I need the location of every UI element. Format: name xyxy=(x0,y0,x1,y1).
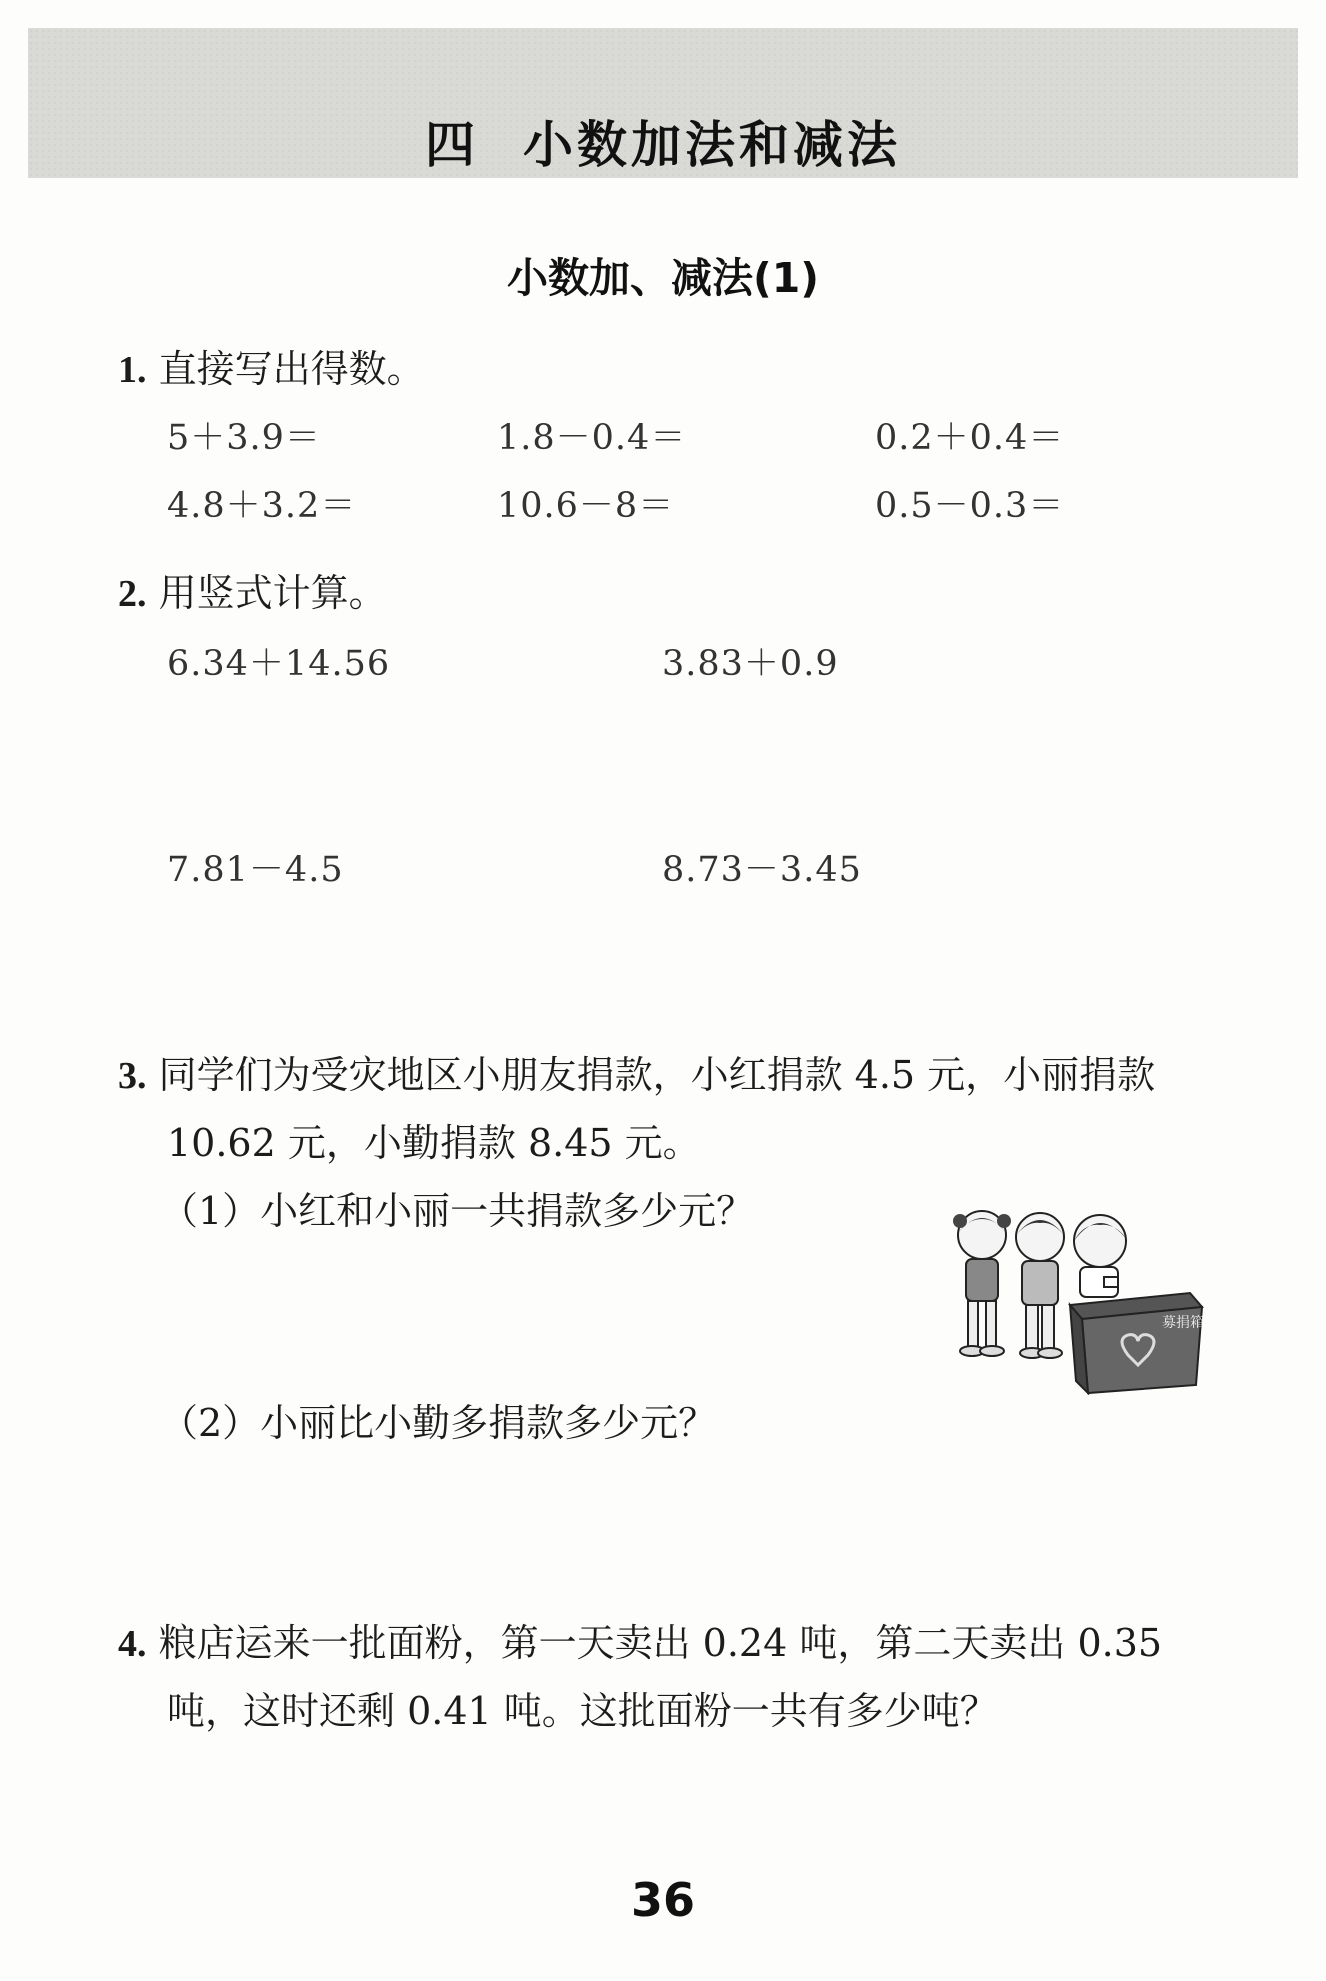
question-3-sub2: （2）小丽比小勤多捐款多少元？ xyxy=(160,1401,717,1445)
question-4 xyxy=(118,1612,1162,1667)
lesson-title: 小数加、减法(1) xyxy=(506,254,819,302)
q2-item: 8.73－3.45 xyxy=(662,850,862,890)
question-1-text: 直接写出得数。 xyxy=(158,347,425,391)
question-3-sub1: （1）小红和小丽一共捐款多少元？ xyxy=(160,1189,755,1233)
child-figure xyxy=(953,1211,1011,1356)
q2-item: 7.81－4.5 xyxy=(167,850,344,890)
question-2 xyxy=(118,562,387,617)
question-4-line1: 粮店运来一批面粉，第一天卖出 0.24 吨，第二天卖出 0.35 xyxy=(158,1621,1163,1665)
question-2-number: 2. xyxy=(118,573,147,615)
question-3 xyxy=(118,1044,1155,1099)
donation-box xyxy=(1070,1293,1204,1393)
q1-item: 0.5－0.3＝ xyxy=(875,486,1065,526)
chapter-title: 小数加法和减法 xyxy=(523,116,901,174)
box-label: 募捐箱 xyxy=(1162,1315,1204,1331)
question-4-number: 4. xyxy=(118,1623,147,1665)
question-3-line2: 10.62 元，小勤捐款 8.45 元。 xyxy=(167,1121,701,1165)
question-4-line2: 吨，这时还剩 0.41 吨。这批面粉一共有多少吨？ xyxy=(167,1689,998,1733)
q1-item: 10.6－8＝ xyxy=(497,486,675,526)
question-2-text: 用竖式计算。 xyxy=(158,571,387,615)
child-figure xyxy=(1074,1215,1128,1297)
donation-illustration xyxy=(940,1195,1205,1395)
question-3-line1: 同学们为受灾地区小朋友捐款，小红捐款 4.5 元，小丽捐款 xyxy=(158,1053,1156,1097)
q1-item: 1.8－0.4＝ xyxy=(497,418,687,458)
q2-item: 6.34＋14.56 xyxy=(167,644,391,684)
q1-item: 4.8＋3.2＝ xyxy=(167,486,357,526)
question-1 xyxy=(118,338,425,393)
question-1-number: 1. xyxy=(118,349,147,391)
question-3-number: 3. xyxy=(118,1055,147,1097)
chapter-number: 四 xyxy=(425,116,479,174)
page-number: 36 xyxy=(630,1873,695,1927)
q1-item: 0.2＋0.4＝ xyxy=(875,418,1065,458)
chapter-heading xyxy=(0,105,1326,177)
child-figure xyxy=(1016,1213,1064,1358)
q1-item: 5＋3.9＝ xyxy=(167,418,321,458)
q2-item: 3.83＋0.9 xyxy=(662,644,839,684)
